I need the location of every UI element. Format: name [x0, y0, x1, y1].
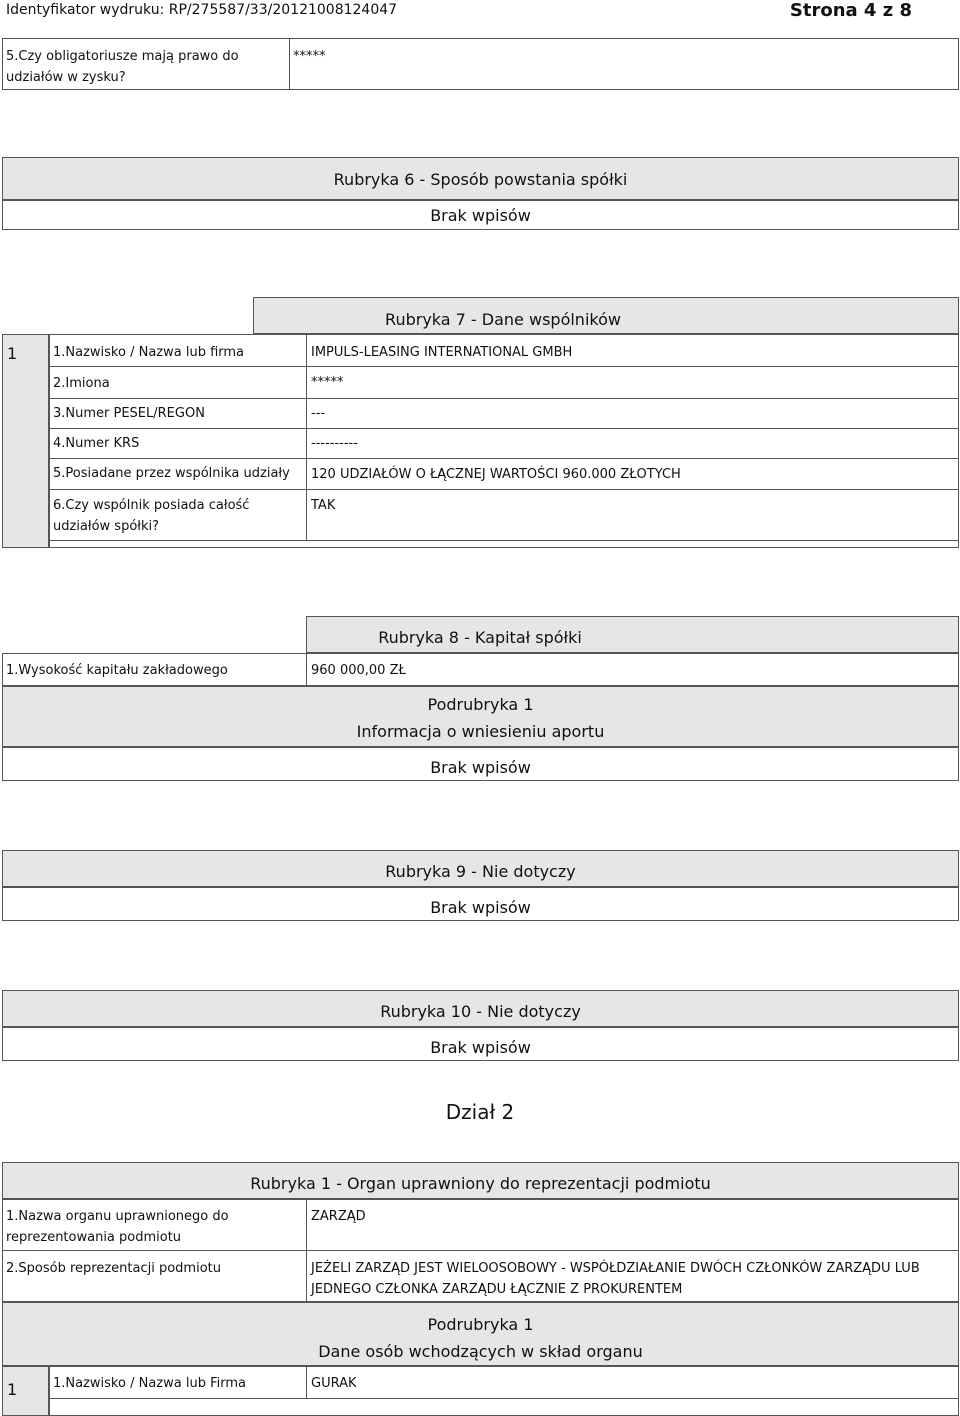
obligatoriusze-value: *****	[293, 49, 326, 64]
wspolnik-row-label: 1.Nazwisko / Nazwa lub firma	[53, 345, 245, 360]
dzial2-title: Dział 2	[445, 1100, 515, 1124]
rubryka7-number: 1	[7, 344, 18, 363]
wspolnik-row-label: 4.Numer KRS	[53, 436, 140, 451]
capital-label: 1.Wysokość kapitału zakładowego	[6, 663, 228, 678]
wspolnik-row-label: 2.Imiona	[53, 376, 110, 391]
aport-sub-title: Podrubryka 1	[427, 695, 534, 714]
wspolnik-row-value: *****	[311, 375, 344, 390]
wspolnik-row-label: 3.Numer PESEL/REGON	[53, 406, 205, 421]
wspolnik-row-value: IMPULS-LEASING INTERNATIONAL GMBH	[311, 345, 573, 360]
organ-members-sub-subtitle: Dane osób wchodzących w skład organu	[318, 1342, 643, 1361]
rubryka7-number-column	[2, 334, 49, 548]
wspolnik-row-value: TAK	[311, 498, 336, 513]
wspolnik-row-value: ---	[311, 406, 326, 421]
organ-member-value: GURAK	[311, 1376, 357, 1391]
organ-value: ZARZĄD	[311, 1209, 366, 1224]
organ-members-sub-title: Podrubryka 1	[427, 1315, 534, 1334]
dzial2-rubryka1-title: Rubryka 1 - Organ uprawniony do reprezentacji podmiotu	[250, 1174, 711, 1193]
aport-empty: Brak wpisów	[430, 758, 531, 777]
obligatoriusze-label: 5.Czy obligatoriusze mają prawo do udziałów w zysku?	[6, 49, 239, 85]
method-label: 2.Sposób reprezentacji podmiotu	[6, 1261, 221, 1276]
capital-value: 960 000,00 ZŁ	[311, 663, 406, 678]
organ-member-number: 1	[7, 1380, 18, 1399]
rubryka9-empty: Brak wpisów	[430, 898, 531, 917]
print-identifier: Identyfikator wydruku: RP/275587/33/20121008124047	[6, 2, 398, 18]
organ-member-label: 1.Nazwisko / Nazwa lub Firma	[53, 1376, 246, 1391]
aport-sub-subtitle: Informacja o wniesieniu aportu	[356, 722, 605, 741]
wspolnik-row-value: 120 UDZIAŁÓW O ŁĄCZNEJ WARTOŚCI 960.000 ZŁOTYCH	[311, 467, 681, 482]
rubryka7-title: Rubryka 7 - Dane wspólników	[385, 310, 621, 329]
rubryka9-title: Rubryka 9 - Nie dotyczy	[385, 862, 576, 881]
page-number: Strona 4 z 8	[789, 0, 912, 21]
organ-label: 1.Nazwa organu uprawnionego do reprezentowania podmiotu	[6, 1209, 229, 1245]
rubryka6-title: Rubryka 6 - Sposób powstania spółki	[333, 170, 628, 189]
wspolnik-row-value: ----------	[311, 436, 358, 451]
wspolnik-row-label: 5.Posiadane przez wspólnika udziały	[53, 466, 290, 481]
rubryka10-empty: Brak wpisów	[430, 1038, 531, 1057]
method-value: JEŻELI ZARZĄD JEST WIELOOSOBOWY - WSPÓŁDZIAŁANIE DWÓCH CZŁONKÓW ZARZĄDU LUB JEDNEGO CZŁONKA ZARZĄDU ŁĄCZNIE Z PROKURENTEM	[311, 1261, 920, 1297]
rubryka6-empty: Brak wpisów	[430, 206, 531, 225]
rubryka10-title: Rubryka 10 - Nie dotyczy	[380, 1002, 581, 1021]
wspolnik-row-label: 6.Czy wspólnik posiada całość udziałów spółki?	[53, 498, 250, 534]
rubryka8-title: Rubryka 8 - Kapitał spółki	[378, 628, 582, 647]
